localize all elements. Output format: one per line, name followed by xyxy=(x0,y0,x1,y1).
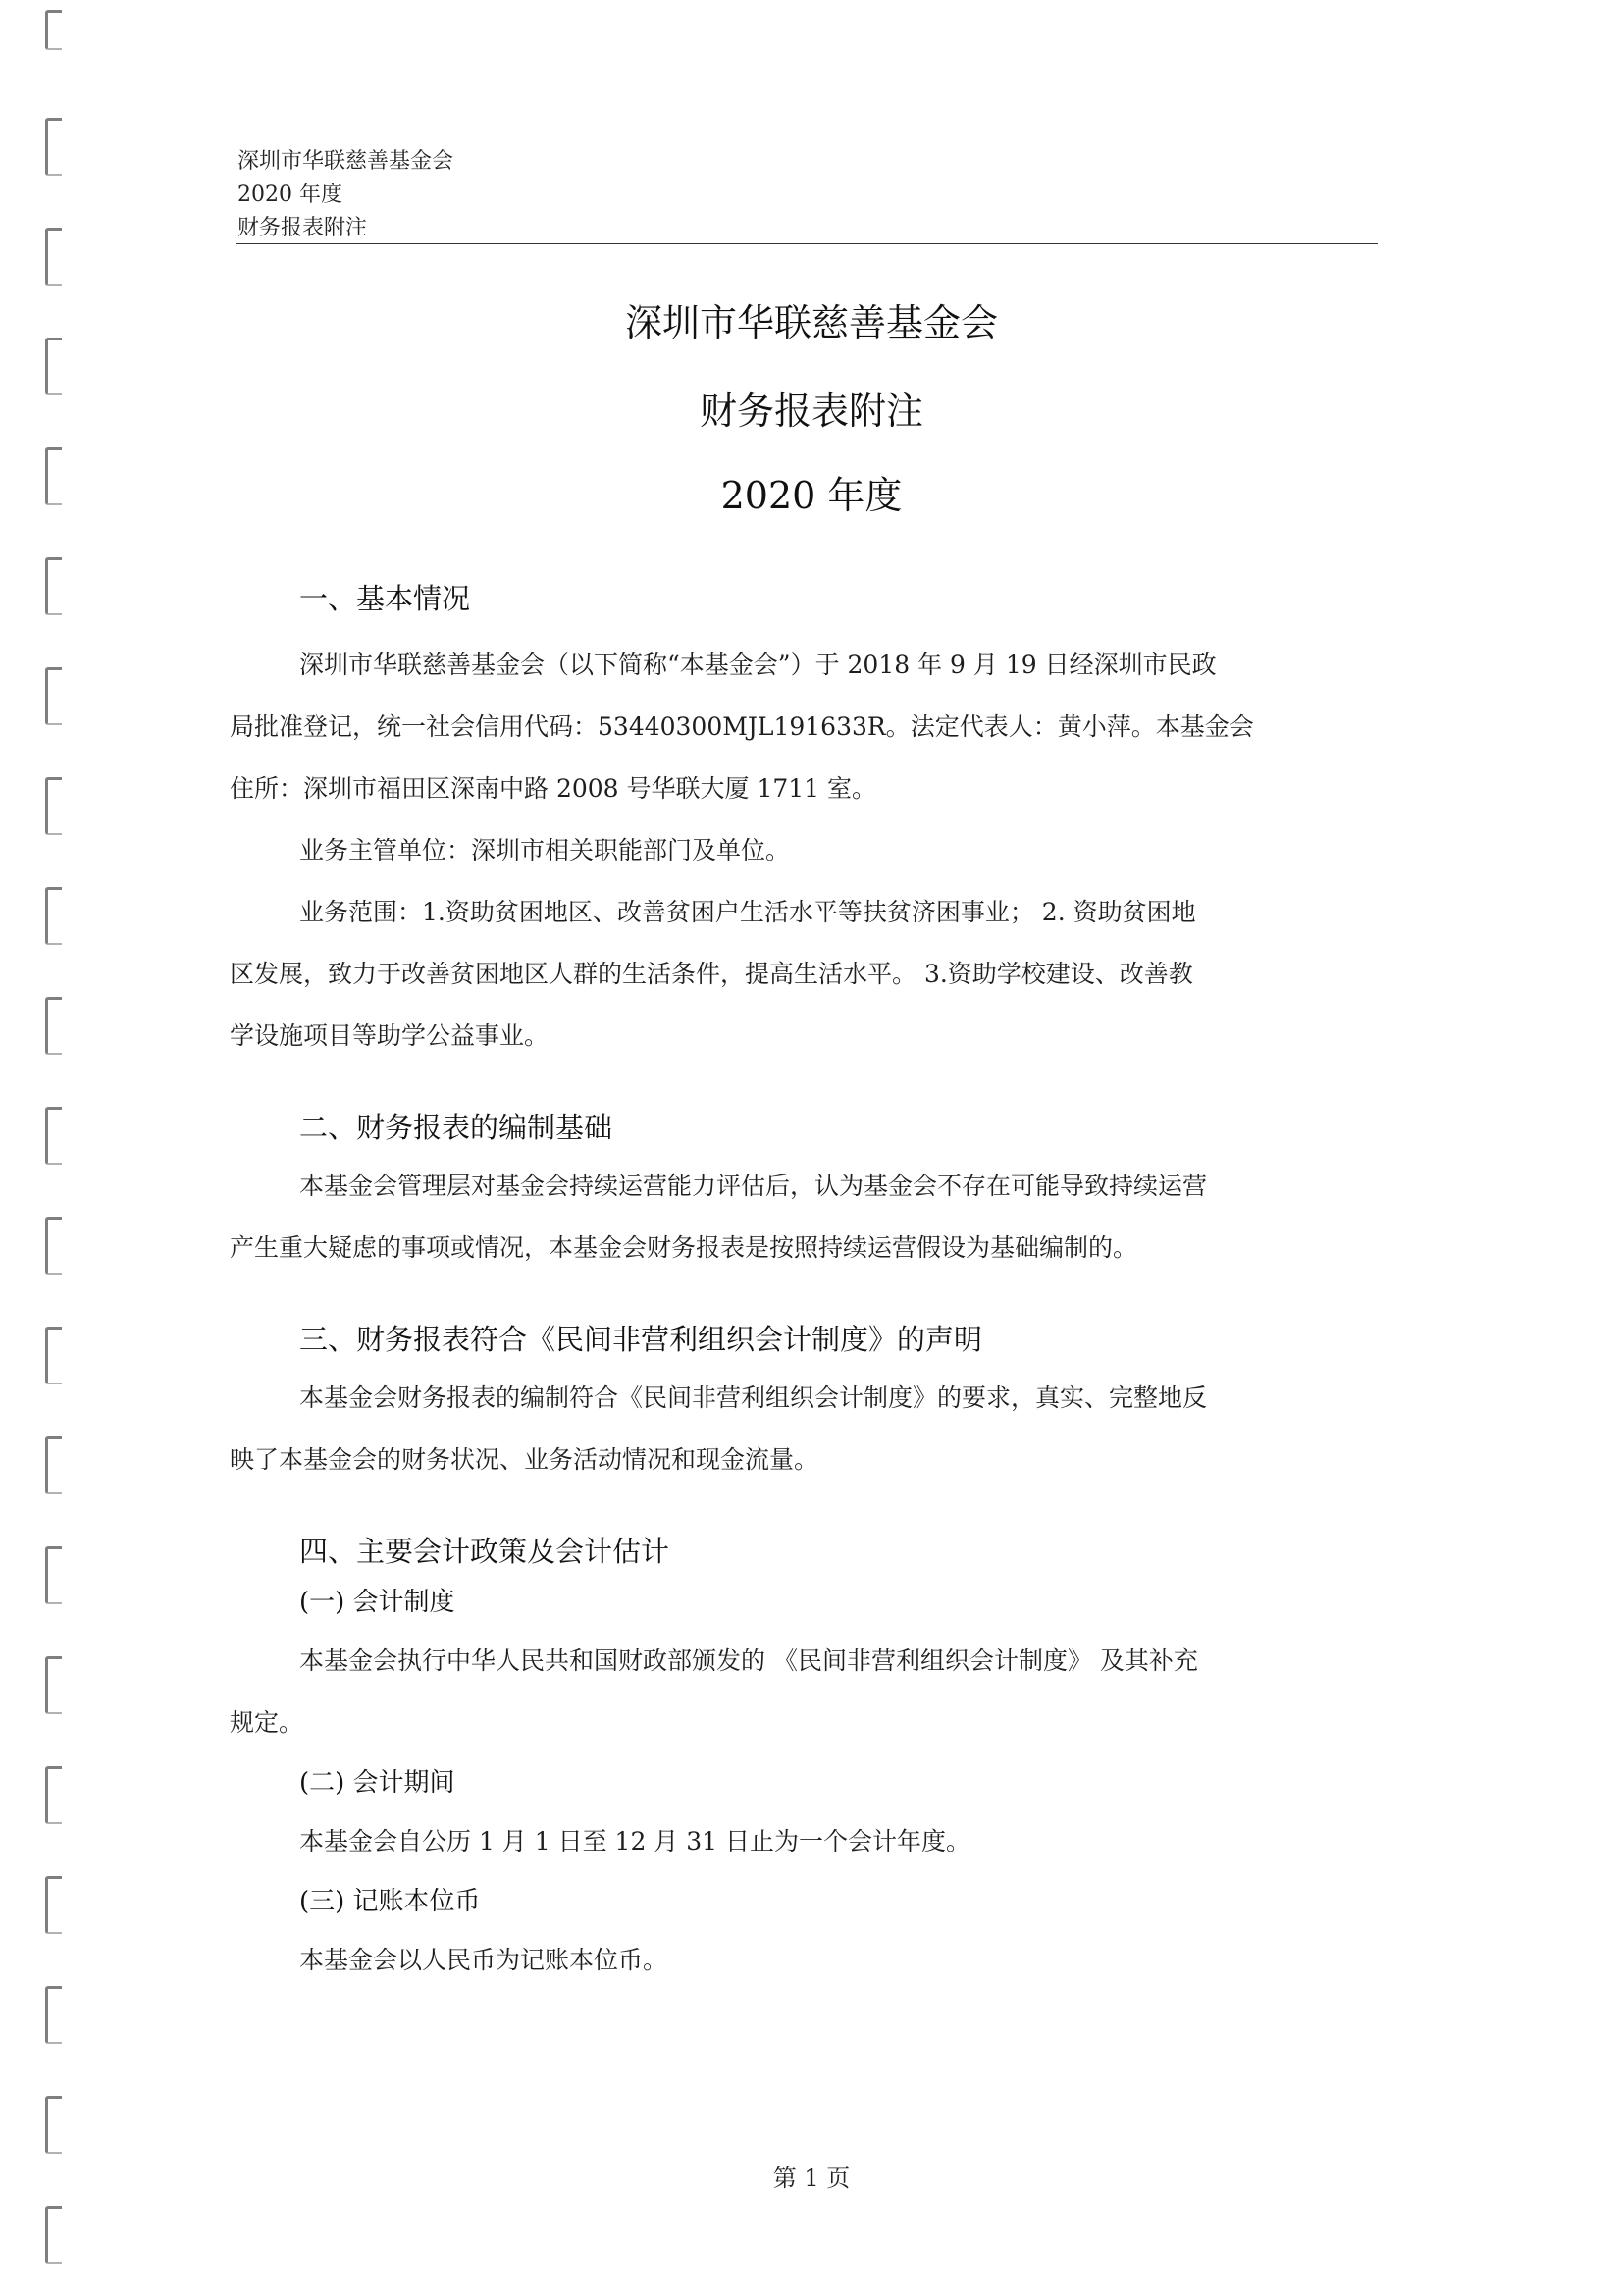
section-3-title: 三、财务报表符合《民间非营利组织会计制度》的声明 xyxy=(299,1323,983,1356)
section-1-heading-wrap xyxy=(299,579,1369,618)
binding-hole xyxy=(45,118,62,176)
section-1-line: 业务范围：1.资助贫困地区、改善贫困户生活水平等扶贫济困事业； 2. 资助贫困地 xyxy=(299,898,1196,926)
binding-hole xyxy=(45,557,62,615)
section-1-line: 局批准登记，统一社会信用代码：53440300MJL191633R。法定代表人：黄小萍。本基金会 xyxy=(230,712,1254,741)
binding-hole xyxy=(45,1217,62,1275)
title-org: 深圳市华联慈善基金会 xyxy=(624,301,998,344)
binding-hole xyxy=(45,2206,62,2264)
binding-hole xyxy=(45,1656,62,1714)
section-1-line: 区发展，致力于改善贫困地区人群的生活条件，提高生活水平。 3.资助学校建设、改善教 xyxy=(230,960,1193,988)
section-1-line: 学设施项目等助学公益事业。 xyxy=(230,1021,550,1050)
binding-hole xyxy=(45,10,62,50)
section-3-line: 本基金会财务报表的编制符合《民间非营利组织会计制度》的要求，真实、完整地反 xyxy=(299,1383,1208,1412)
binding-hole xyxy=(45,2096,62,2154)
header-divider xyxy=(236,243,1378,244)
section-4-sub1-line: 规定。 xyxy=(230,1708,304,1737)
title-year: 2020 年度 xyxy=(720,474,903,517)
section-4 xyxy=(230,1532,1369,1991)
binding-hole xyxy=(45,1107,62,1165)
section-1-supervisor: 业务主管单位：深圳市相关职能部门及单位。 xyxy=(299,836,791,864)
section-4-sub2-title: (二) 会计期间 xyxy=(299,1768,455,1798)
header-doc: 财务报表附注 xyxy=(237,216,368,240)
section-1-line: 住所：深圳市福田区深南中路 2008 号华联大厦 1711 室。 xyxy=(230,774,877,803)
section-4-sub1-line: 本基金会执行中华人民共和国财政部颁发的 《民间非营利组织会计制度》 及其补充 xyxy=(299,1646,1198,1675)
document-body xyxy=(230,579,1369,1991)
binding-hole xyxy=(45,887,62,945)
section-2-title: 二、财务报表的编制基础 xyxy=(299,1111,613,1144)
section-3 xyxy=(230,1320,1369,1490)
section-3-line: 映了本基金会的财务状况、业务活动情况和现金流量。 xyxy=(230,1445,819,1474)
binding-hole xyxy=(45,1546,62,1604)
title-doc: 财务报表附注 xyxy=(699,390,923,433)
section-1-body xyxy=(230,634,1369,1067)
section-4-sub1-title: (一) 会计制度 xyxy=(299,1588,455,1617)
binding-hole xyxy=(45,997,62,1055)
binding-hole xyxy=(45,228,62,286)
binding-hole xyxy=(45,777,62,835)
section-4-sub3-title: (三) 记账本位币 xyxy=(299,1887,481,1916)
binding-hole xyxy=(45,1766,62,1824)
binding-hole xyxy=(45,1436,62,1494)
section-2-line: 本基金会管理层对基金会持续运营能力评估后，认为基金会不存在可能导致持续运营 xyxy=(299,1172,1208,1200)
binding-hole xyxy=(45,1986,62,2044)
header-org: 深圳市华联慈善基金会 xyxy=(237,149,454,174)
section-2 xyxy=(230,1108,1369,1278)
section-4-title: 四、主要会计政策及会计估计 xyxy=(299,1535,670,1568)
page-number: 第 1 页 xyxy=(772,2165,851,2192)
section-2-line: 产生重大疑虑的事项或情况，本基金会财务报表是按照持续运营假设为基础编制的。 xyxy=(230,1233,1138,1262)
binding-hole xyxy=(45,1876,62,1934)
running-header xyxy=(237,145,453,245)
binding-hole xyxy=(45,1327,62,1384)
header-year: 2020 年度 xyxy=(237,183,342,207)
section-4-sub2-text: 本基金会自公历 1 月 1 日至 12 月 31 日止为一个会计年度。 xyxy=(299,1827,971,1855)
section-4-sub3-text: 本基金会以人民币为记账本位币。 xyxy=(299,1946,668,1974)
section-1-line: 深圳市华联慈善基金会（以下简称“本基金会”）于 2018 年 9 月 19 日经深圳市民政 xyxy=(299,651,1217,679)
section-1-title: 一、基本情况 xyxy=(299,582,471,615)
binding-hole xyxy=(45,667,62,725)
